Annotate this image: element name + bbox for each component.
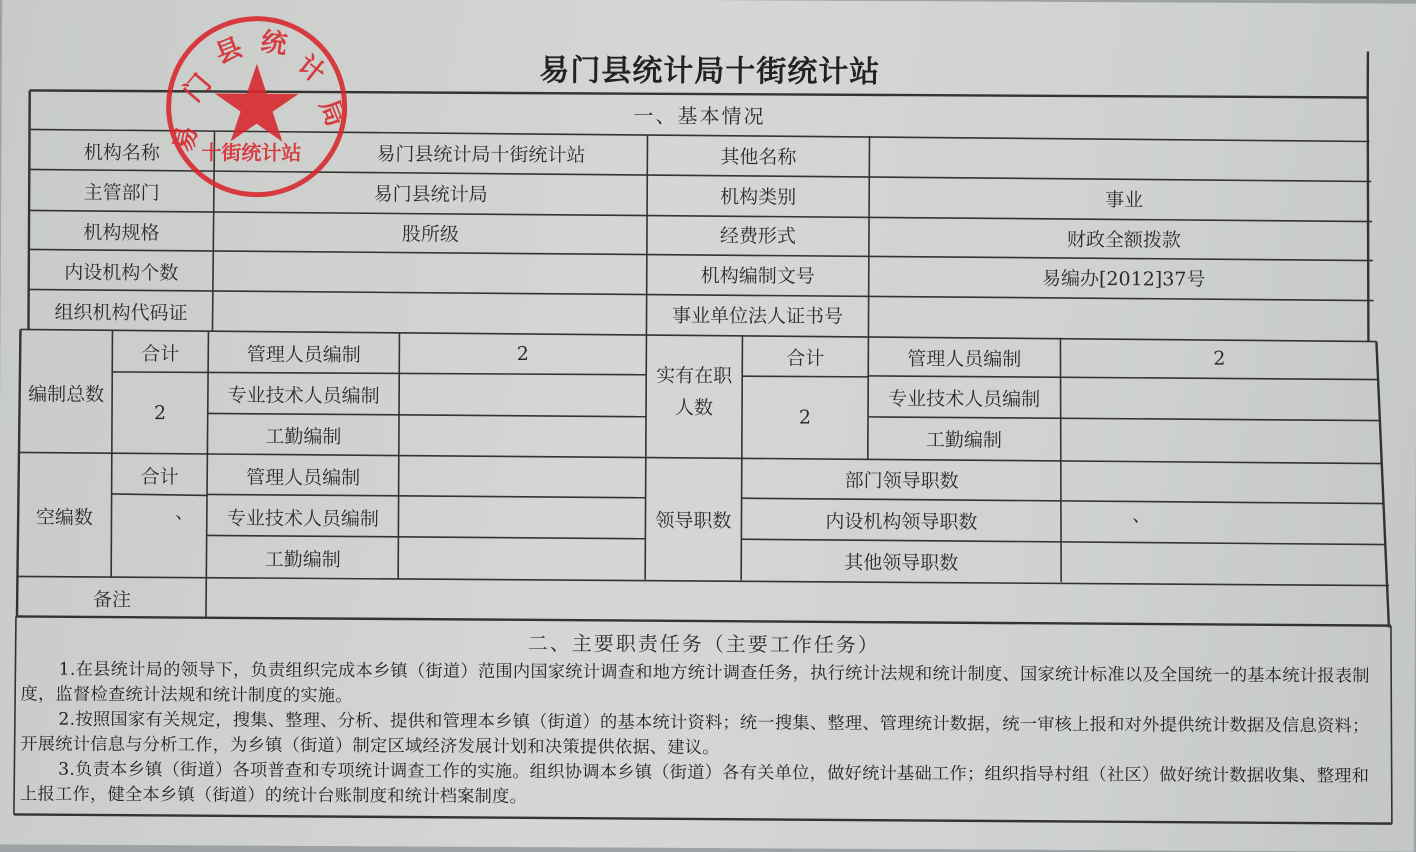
staffing-item-value xyxy=(399,415,646,456)
label-supervisor: 主管部门 xyxy=(83,181,160,204)
leader-item-value xyxy=(1062,461,1382,503)
actual-item-value xyxy=(1060,378,1378,420)
svg-text:统: 统 xyxy=(258,26,289,61)
duty-paragraph: 1.在县统计局的领导下，负责组织完成本乡镇（街道）范围内国家统计调查和地方统计调查任务，执行统计法规和统计制度、国家统计标准以及全国统一的基本统计报表制度，监督检查统计法规和统计制度的实施。 xyxy=(20,659,1370,707)
value-internal-units xyxy=(214,251,647,293)
staffing-item-label: 工勤编制 xyxy=(265,425,342,448)
staffing-item-value: 2 xyxy=(516,343,529,366)
value-org-name: 易门县统计局十街统计站 xyxy=(376,142,586,166)
label-org-type: 机构类别 xyxy=(720,185,797,209)
label-remarks: 备注 xyxy=(92,588,132,611)
staffing-total-label: 合计 xyxy=(141,342,180,365)
value-other-name xyxy=(869,136,1369,179)
duty-paragraph: 2.按照国家有关规定，搜集、整理、分析、提供和管理本乡镇（街道）的基本统计资料；统一搜集、整理、管理统计数据，统一审核上报和对外提供统计数据及信息资料；开展统计信息与分析工作，为乡镇（街道）制定区域经济发展计划和决策提供依据、建议。 xyxy=(20,709,1370,759)
section2-heading: 二、主要职责任务（主要工作任务） xyxy=(527,630,880,657)
actual-item-value xyxy=(1060,419,1378,461)
label-org-name: 机构名称 xyxy=(83,141,160,164)
vacancy-item-label: 专业技术人员编制 xyxy=(226,507,380,530)
vacancy-total-value: 、 xyxy=(174,500,195,523)
vacancy-item-value xyxy=(399,456,646,497)
vacancy-item-label: 工勤编制 xyxy=(264,548,341,571)
vacancy-total-label: 合计 xyxy=(140,465,179,488)
star-icon xyxy=(214,63,298,141)
vacancy-item-value xyxy=(398,538,645,579)
actual-item-label: 工勤编制 xyxy=(925,428,1002,452)
svg-text:县: 县 xyxy=(211,32,247,70)
leader-item-value: 、 xyxy=(1131,503,1152,526)
actual-item-label: 管理人员编制 xyxy=(907,347,1022,371)
label-actual-staff-2: 人数 xyxy=(674,396,714,419)
label-org-level: 机构规格 xyxy=(83,221,160,244)
vacancy-item-label: 管理人员编制 xyxy=(246,466,361,489)
duty-paragraph: 3.负责本乡镇（街道）各项普查和专项统计调查工作的实施。组织协调本乡镇（街道）各有关单位，做好统计基础工作；组织指导村组（社区）做好统计数据收集、整理和上报工作，健全本乡镇（街道）的统计台账制度和统计档案制度。 xyxy=(19,759,1370,808)
label-other-name: 其他名称 xyxy=(720,145,797,169)
staffing-item-value xyxy=(399,374,646,415)
value-supervisor: 易门县统计局 xyxy=(373,182,488,206)
label-leader-positions: 领导职数 xyxy=(655,509,732,532)
svg-text:十街统计站: 十街统计站 xyxy=(201,140,302,165)
value-doc-number: 易编办[2012]37号 xyxy=(1042,267,1206,291)
svg-text:易: 易 xyxy=(168,123,204,155)
value-remarks xyxy=(207,578,1387,624)
label-org-code: 组织机构代码证 xyxy=(54,301,188,324)
svg-text:计: 计 xyxy=(291,49,331,90)
svg-text:局: 局 xyxy=(313,95,351,131)
actual-item-value: 2 xyxy=(1213,347,1226,370)
vacancy-item-value xyxy=(398,497,645,538)
actual-item-label: 专业技术人员编制 xyxy=(888,387,1041,411)
label-doc-number: 机构编制文号 xyxy=(700,264,815,288)
value-funding: 财政全额拨款 xyxy=(1066,228,1182,252)
value-legal-cert xyxy=(868,296,1378,339)
label-funding: 经费形式 xyxy=(719,224,797,247)
staffing-total-value: 2 xyxy=(153,402,167,425)
value-org-type: 事业 xyxy=(1105,188,1144,211)
staffing-item-label: 专业技术人员编制 xyxy=(227,384,380,407)
value-org-level: 股所级 xyxy=(401,222,460,246)
actual-total-value: 2 xyxy=(798,406,812,429)
actual-total-label: 合计 xyxy=(786,346,825,370)
leader-item-label: 内设机构领导职数 xyxy=(825,510,978,533)
official-seal-stamp xyxy=(161,11,352,202)
label-staffing-total: 编制总数 xyxy=(28,382,105,406)
section1-heading: 一、基本情况 xyxy=(633,103,766,128)
svg-text:门: 门 xyxy=(178,68,218,108)
leader-item-label: 部门领导职数 xyxy=(844,469,959,492)
staffing-item-label: 管理人员编制 xyxy=(246,343,361,366)
leader-item-value xyxy=(1061,543,1381,585)
value-org-code xyxy=(213,291,646,333)
label-vacancy: 空编数 xyxy=(35,506,94,529)
label-legal-cert: 事业单位法人证书号 xyxy=(671,304,844,328)
label-internal-units: 内设机构个数 xyxy=(64,261,179,284)
label-actual-staff: 实有在职 xyxy=(656,364,733,387)
leader-item-label: 其他领导职数 xyxy=(844,551,959,574)
document-title: 易门县统计局十街统计站 xyxy=(539,53,881,90)
